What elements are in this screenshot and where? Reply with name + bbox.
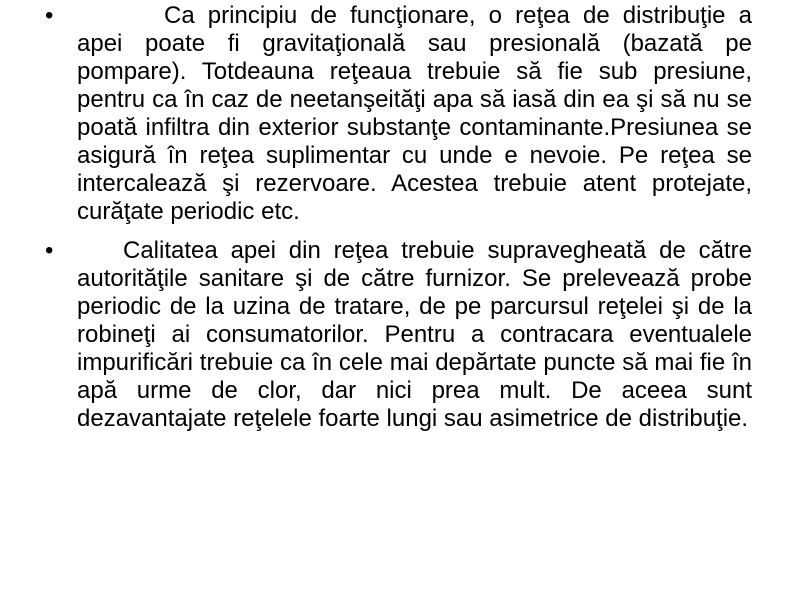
list-item	[0, 2, 800, 226]
bullet-list	[0, 2, 800, 433]
paragraph-text: Ca principiu de funcţionare, o reţea de distribuţie a apei poate fi gravitaţională sau presională (bazată pe pompare). Totdeauna reţeaua trebuie să fie sub presiune, pentru ca în caz de neetanşeităţi apa să iasă din ea şi să nu se poată infiltra din exterior substanţe contaminante.Presiunea se asigură în reţea suplimentar cu unde e nevoie. Pe reţea se intercalează şi rezervoare. Acestea trebuie atent protejate, curăţate periodic etc.	[77, 2, 752, 225]
bullet-icon: •	[45, 2, 54, 29]
paragraph-text: Calitatea apei din reţea trebuie supravegheată de către autorităţile sanitare şi de către furnizor. Se prelevează probe periodic de la uzina de tratare, de pe parcursul reţelei şi de la robineţi ai consumatorilor. Pentru a contracara eventualele impurificări trebuie ca în cele mai depărtate puncte să mai fie în apă urme de clor, dar nici prea mult. De aceea sunt dezavantajate reţelele foarte lungi sau asimetrice de distribuţie.	[77, 237, 752, 432]
paragraph-water-network	[77, 2, 752, 226]
bullet-icon: •	[45, 237, 54, 264]
paragraph-water-quality	[77, 237, 752, 433]
list-item	[0, 237, 800, 433]
